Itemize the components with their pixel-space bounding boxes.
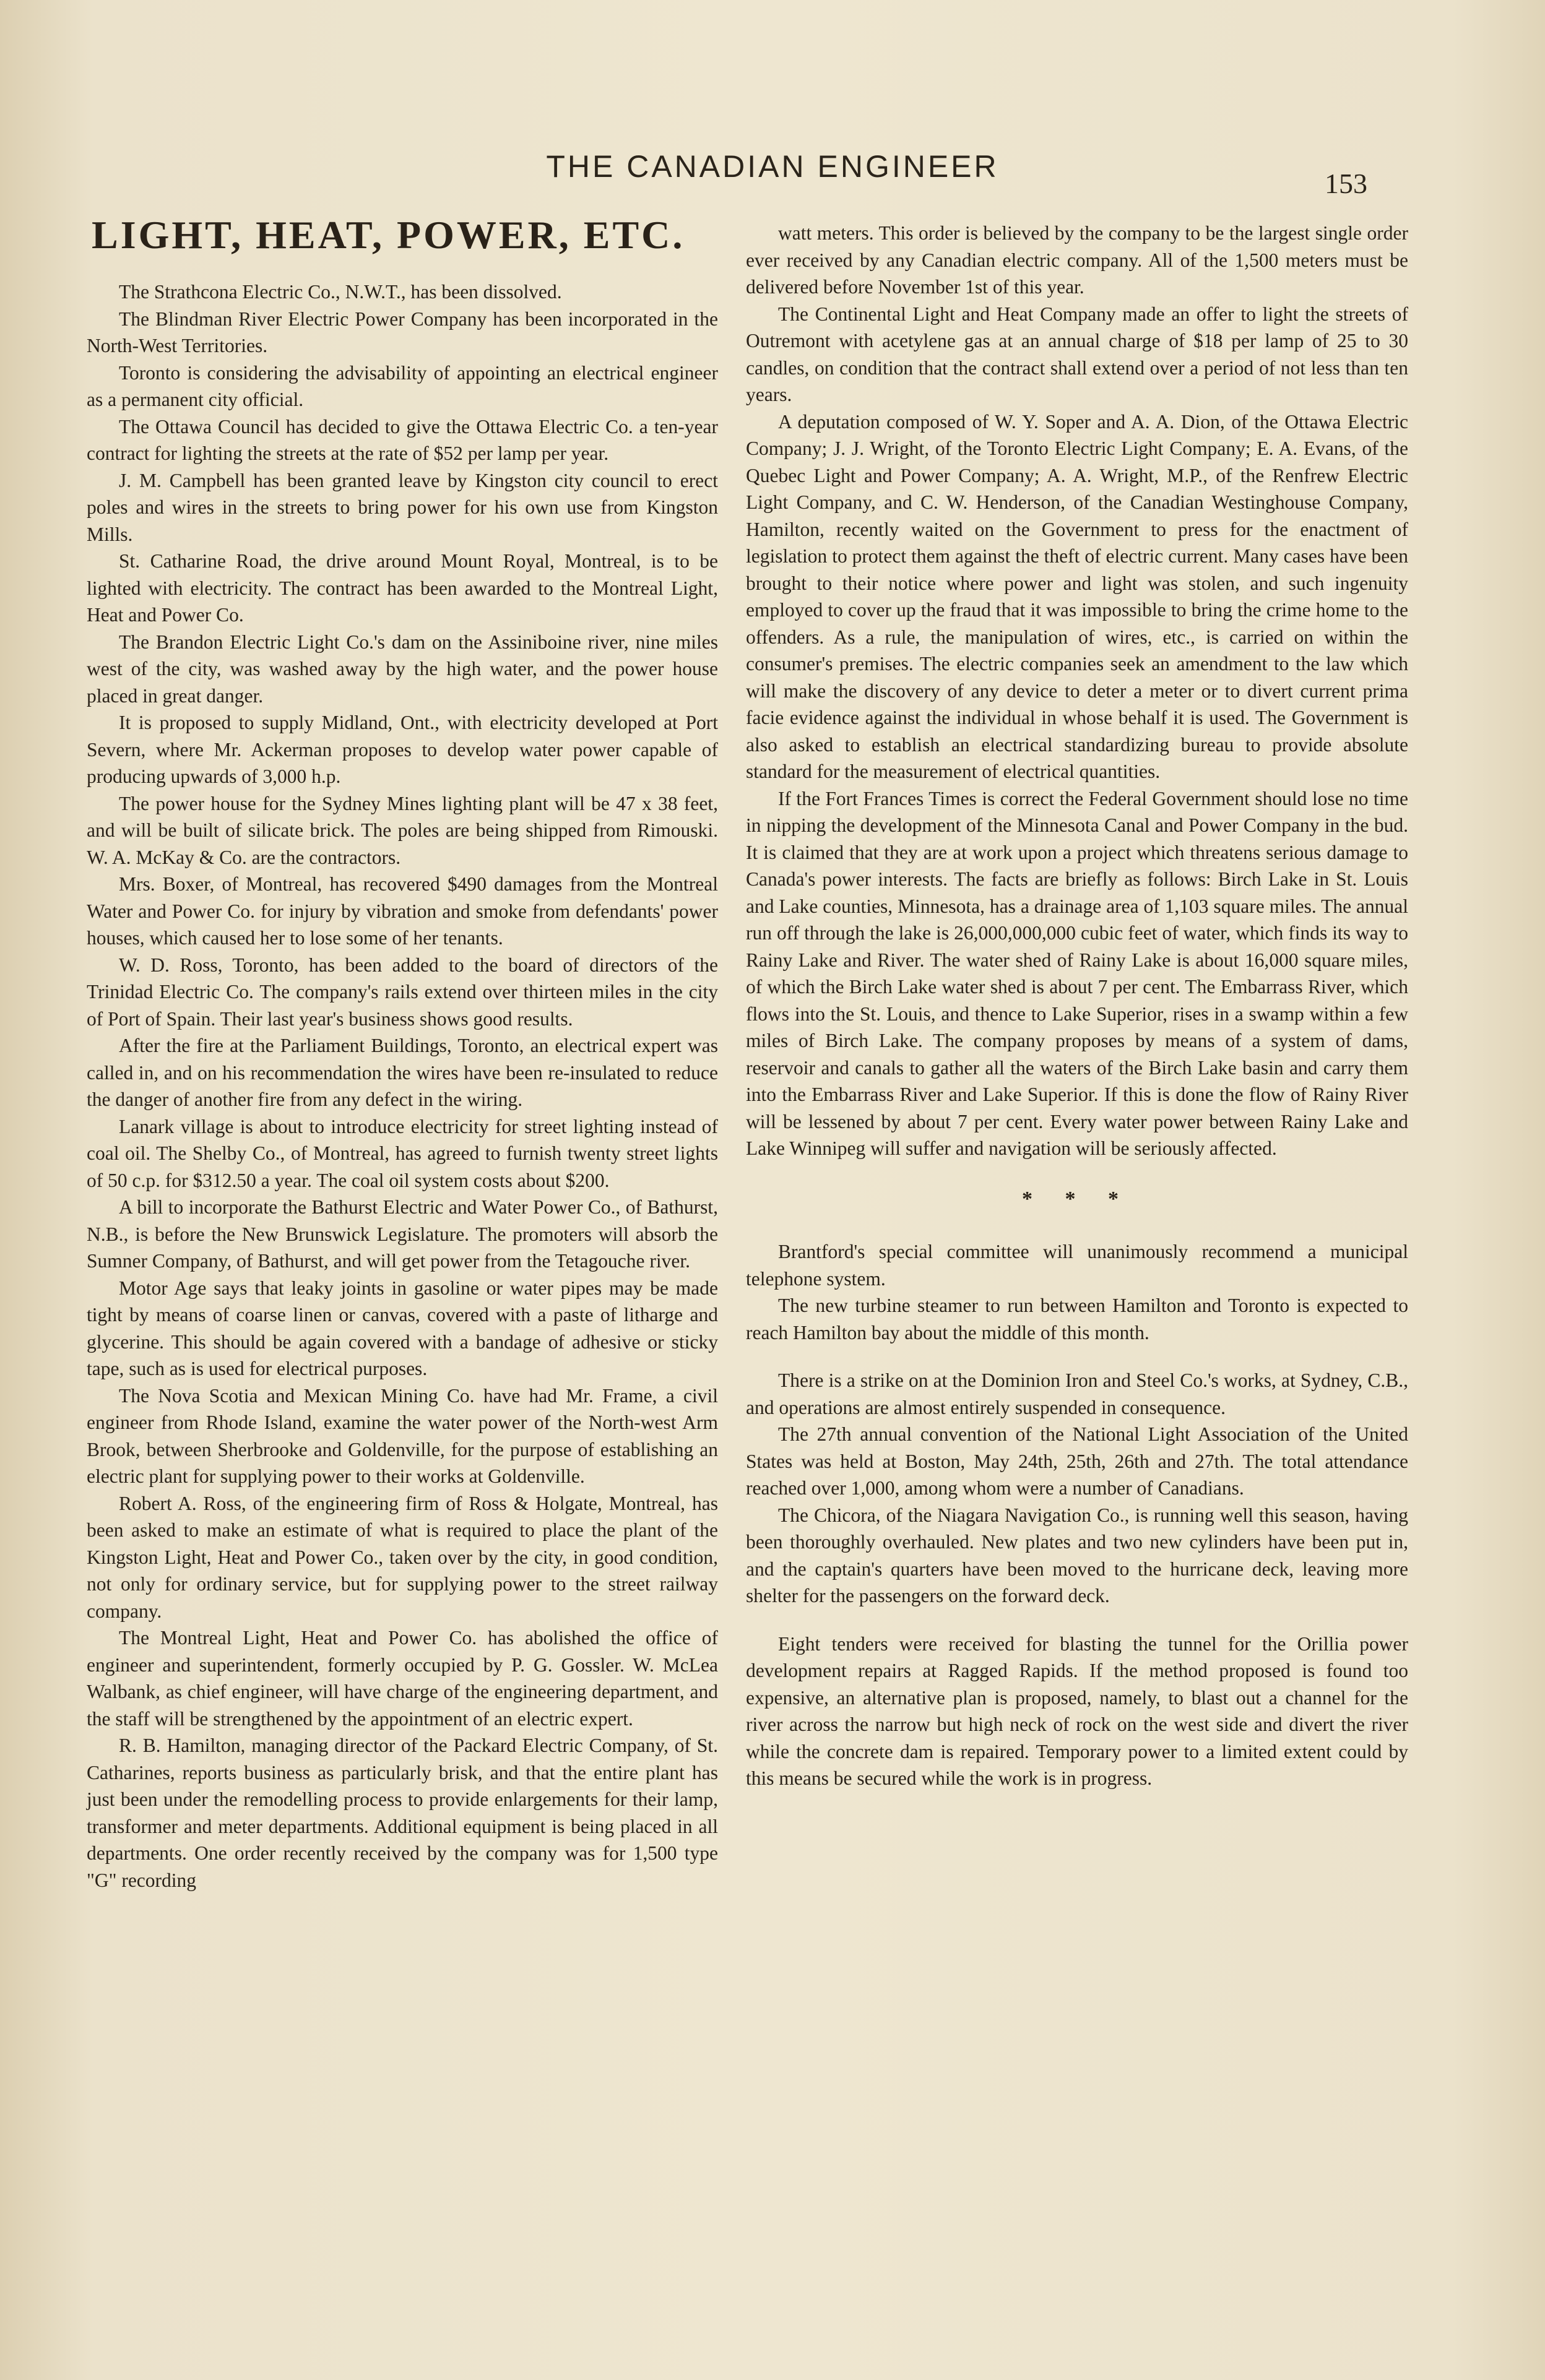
news-item: The Blindman River Electric Power Company has been incorporated in the North-West Territories. bbox=[87, 308, 718, 356]
news-item: There is a strike on at the Dominion Iron and Steel Co.'s works, at Sydney, C.B., and operations are almost entirely suspended in consequence. bbox=[746, 1369, 1408, 1418]
news-item: The power house for the Sydney Mines lighting plant will be 47 x 38 feet, and will be built of silicate brick. The poles are being shipped from Rimouski. W. A. McKay & Co. are the contractors. bbox=[87, 792, 718, 868]
news-item: If the Fort Frances Times is correct the Federal Government should lose no time in nipping the development of the Minnesota Canal and Power Company in the bud. It is claimed that they are at work upon a project which threatens serious damage to Canada's power interests. The facts are briefly as follows: Birch Lake in St. Louis and Lake counties, Minnesota, has a drainage area of 1,103 square miles. The annual run off through the lake is 26,000,000,000 cubic feet of water, which finds its way to Rainy Lake and River. The water shed of Rainy Lake is about 16,000 square miles, of which the Birch Lake water shed is about 7 per cent. The Embarrass River, which flows into the St. Louis, and thence to Lake Superior, rises in a swamp within a few miles of Birch Lake. The company proposes by means of a system of dams, reservoir and canals to gather all the waters of the Birch Lake basin and carry them into the Embarrass River and Lake Superior. If this is done the flow of Rainy River will be lessened by about 7 per cent. Every water power between Rainy Lake and Lake Winnipeg will suffer and navigation will be seriously affected. bbox=[746, 787, 1408, 1159]
news-item: W. D. Ross, Toronto, has been added to the board of directors of the Trinidad Electric Co. The company's rails extend over thirteen miles in the city of Port of Spain. Their last year's business shows good results. bbox=[87, 954, 718, 1030]
news-item: Eight tenders were received for blasting the tunnel for the Orillia power development repairs at Ragged Rapids. If the method proposed is found too expensive, an alternative plan is proposed, namely, to blast out a channel for the river across the narrow but high neck of rock on the west side and divert the river while the concrete dam is repaired. Temporary power to a limited extent could by this means be secured while the work is in progress. bbox=[746, 1632, 1408, 1789]
news-item: Lanark village is about to introduce electricity for street lighting instead of coal oil. The Shelby Co., of Montreal, has agreed to furnish twenty street lights of 50 c.p. for $312.50 a year. The coal oil system costs about $200. bbox=[87, 1115, 718, 1191]
news-item: Toronto is considering the advisability of appointing an electrical engineer as a permanent city official. bbox=[87, 361, 718, 410]
news-item: The Chicora, of the Niagara Navigation Co., is running well this season, having been thoroughly overhauled. New plates and two new cylinders have been put in, and the captain's quarters have been moved to the hurricane deck, leaving more shelter for the passengers on the forward deck. bbox=[746, 1504, 1408, 1606]
news-item: The new turbine steamer to run between Hamilton and Toronto is expected to reach Hamilton bay about the middle of this month. bbox=[746, 1295, 1408, 1343]
news-item: Brantford's special committee will unanimously recommend a municipal telephone system. bbox=[746, 1241, 1408, 1290]
news-item: A deputation composed of W. Y. Soper and A. A. Dion, of the Ottawa Electric Company; J. J. Wright, of the Toronto Electric Light Company; E. A. Evans, of the Quebec Light and Power Company; A. A. Wright, M.P., of the Renfrew Electric Light Company, and C. W. Henderson, of the Canadian Westinghouse Company, Hamilton, recently waited on the Government to press for the enactment of legislation to protect them against the theft of electric current. Many cases have been brought to their notice where power and light was stolen, and such ingenuity employed to cover up the fraud that it was impossible to bring the crime home to the offenders. As a rule, the manipulation of wires, etc., is carried on within the consumer's premises. The electric companies seek an amendment to the law which will make the discovery of any device to deter a meter or to divert current prima facie evidence against the individual in whose behalf it is used. The Government is also asked to establish an electrical standardizing bureau to provide absolute standard for the measurement of electrical quantities. bbox=[746, 410, 1408, 782]
news-item: Mrs. Boxer, of Montreal, has recovered $490 damages from the Montreal Water and Power Co. for injury by vibration and smoke from defendants' power houses, which caused her to lose some of her tenants. bbox=[87, 873, 718, 949]
news-item: The Montreal Light, Heat and Power Co. has abolished the office of engineer and superintendent, formerly occupied by P. G. Gossler. W. McLea Walbank, as chief engineer, will have charge of the engineering department, and the staff will be strengthened by the appointment of an electric expert. bbox=[87, 1627, 718, 1730]
running-head: THE CANADIAN ENGINEER bbox=[546, 149, 999, 184]
news-item: It is proposed to supply Midland, Ont., with electricity developed at Port Severn, where Mr. Ackerman proposes to develop water power capable of producing upwards of 3,000 h.p. bbox=[87, 712, 718, 787]
page-number: 153 bbox=[1325, 168, 1367, 199]
news-item: R. B. Hamilton, managing director of the Packard Electric Company, of St. Catharines, reports business as particularly brisk, and that the entire plant has just been under the remodelling process to provide enlargements for their lamp, transformer and meter departments. Additional equipment is being placed in all departments. One order recently received by the company was for 1,500 type "G" recording bbox=[87, 1735, 718, 1891]
news-item: St. Catharine Road, the drive around Mount Royal, Montreal, is to be lighted with electricity. The contract has been awarded to the Montreal Light, Heat and Power Co. bbox=[87, 550, 718, 626]
right-bottom-paragraphs bbox=[746, 1238, 1408, 1792]
section-separator: * * * bbox=[1022, 1187, 1132, 1210]
news-item: The Ottawa Council has decided to give the Ottawa Electric Co. a ten-year contract for lighting the streets at the rate of $52 per lamp per year. bbox=[87, 415, 718, 464]
left-column bbox=[87, 210, 718, 1894]
news-item: Motor Age says that leaky joints in gasoline or water pipes may be made tight by means of coarse linen or canvas, covered with a paste of litharge and glycerine. This should be again covered with a bandage of adhesive or sticky tape, such as is used for electrical purposes. bbox=[87, 1277, 718, 1379]
news-item: J. M. Campbell has been granted leave by Kingston city council to erect poles and wires in the streets to bring power for his own use from Kingston Mills. bbox=[87, 469, 718, 545]
news-item: The Brandon Electric Light Co.'s dam on the Assiniboine river, nine miles west of the city, was washed away by the high water, and the power house placed in great danger. bbox=[87, 631, 718, 707]
right-column bbox=[746, 220, 1408, 1792]
left-paragraphs bbox=[87, 278, 718, 1894]
news-item: The 27th annual convention of the National Light Association of the United States was held at Boston, May 24th, 25th, 26th and 27th. The total attendance reached over 1,000, among whom were a number of Canadians. bbox=[746, 1423, 1408, 1499]
news-item: Robert A. Ross, of the engineering firm of Ross & Holgate, Montreal, has been asked to make an estimate of what is required to place the plant of the Kingston Light, Heat and Power Co., taken over by the city, in good condition, not only for ordinary service, but for supplying power to the street railway company. bbox=[87, 1492, 718, 1622]
news-item: After the fire at the Parliament Buildings, Toronto, an electrical expert was called in, and on his recommendation the wires have been re-insulated to reduce the danger of another fire from any defect in the wiring. bbox=[87, 1035, 718, 1110]
news-item: The Strathcona Electric Co., N.W.T., has been dissolved. bbox=[119, 281, 562, 303]
section-title: LIGHT, HEAT, POWER, ETC. bbox=[92, 213, 685, 257]
news-item: The Continental Light and Heat Company made an offer to light the streets of Outremont with acetylene gas at an annual charge of $18 per lamp of 25 to 30 candles, on condition that the contract shall extend over a period of not less than ten years. bbox=[746, 303, 1408, 405]
news-item: watt meters. This order is believed by the company to be the largest single order ever received by any Canadian electric company. All of the 1,500 meters must be delivered before November 1st of this year. bbox=[746, 222, 1408, 298]
news-item: A bill to incorporate the Bathurst Electric and Water Power Co., of Bathurst, N.B., is before the New Brunswick Legislature. The promoters will absorb the Sumner Company, of Bathurst, and will get power from the Tetagouche river. bbox=[87, 1196, 718, 1272]
news-item: The Nova Scotia and Mexican Mining Co. have had Mr. Frame, a civil engineer from Rhode Island, examine the water power of the North-west Arm Brook, between Sherbrooke and Goldenville, for the purpose of establishing an electric plant for supplying power to their works at Goldenville. bbox=[87, 1384, 718, 1487]
right-top-paragraphs bbox=[746, 220, 1408, 1162]
